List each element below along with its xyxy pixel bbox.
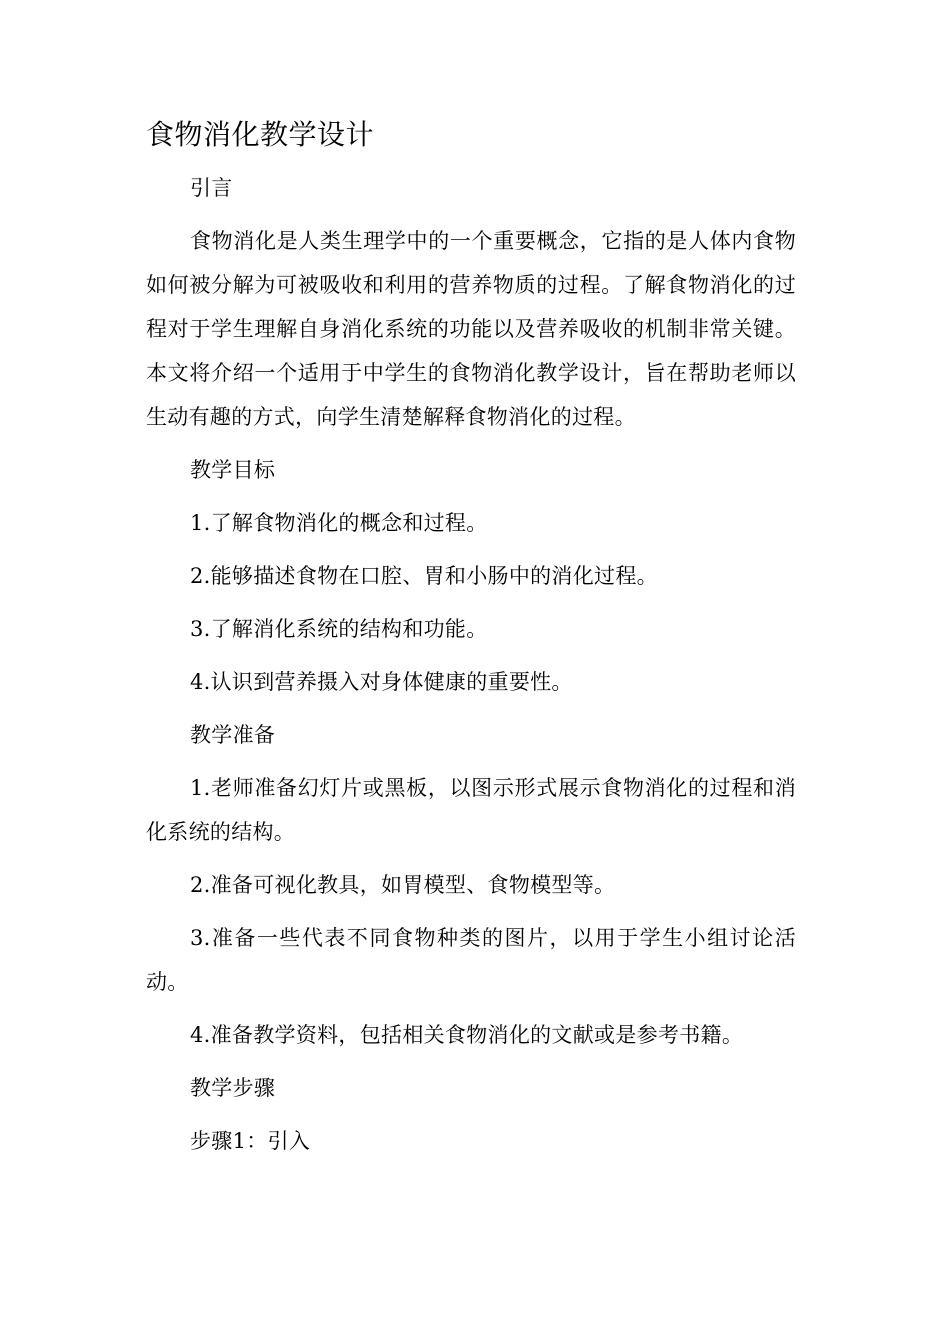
objective-item: 2.能够描述食物在口腔、胃和小肠中的消化过程。 <box>190 564 658 588</box>
objective-item: 4.认识到营养摄入对身体健康的重要性。 <box>190 670 573 694</box>
preparation-item: 4.准备教学资料，包括相关食物消化的文献或是参考书籍。 <box>190 1023 744 1047</box>
introduction-paragraph: 食物消化是人类生理学中的一个重要概念，它指的是人体内食物如何被分解为可被吸收和利用的营养物质的过程。了解食物消化的过程对于学生理解自身消化系统的功能以及营养吸收的机制非常关键。本文将介绍一个适用于中学生的食物消化教学设计，旨在帮助老师以生动有趣的方式，向学生清楚解释食物消化的过程。 <box>146 229 796 429</box>
section-heading-steps: 教学步骤 <box>190 1076 276 1100</box>
preparation-item: 2.准备可视化教具，如胃模型、食物模型等。 <box>190 873 616 897</box>
objective-item: 1.了解食物消化的概念和过程。 <box>190 511 488 535</box>
objective-item: 3.了解消化系统的结构和功能。 <box>190 617 488 641</box>
section-heading-preparation: 教学准备 <box>190 723 276 747</box>
document-body <box>146 112 796 1172</box>
section-heading-objectives: 教学目标 <box>190 458 276 482</box>
step-heading: 步骤1：引入 <box>190 1129 311 1153</box>
preparation-item: 1.老师准备幻灯片或黑板，以图示形式展示食物消化的过程和消化系统的结构。 <box>146 776 796 844</box>
preparation-item: 3.准备一些代表不同食物种类的图片，以用于学生小组讨论活动。 <box>146 926 796 994</box>
section-heading-introduction: 引言 <box>190 176 233 200</box>
document-title: 食物消化教学设计 <box>146 118 375 151</box>
